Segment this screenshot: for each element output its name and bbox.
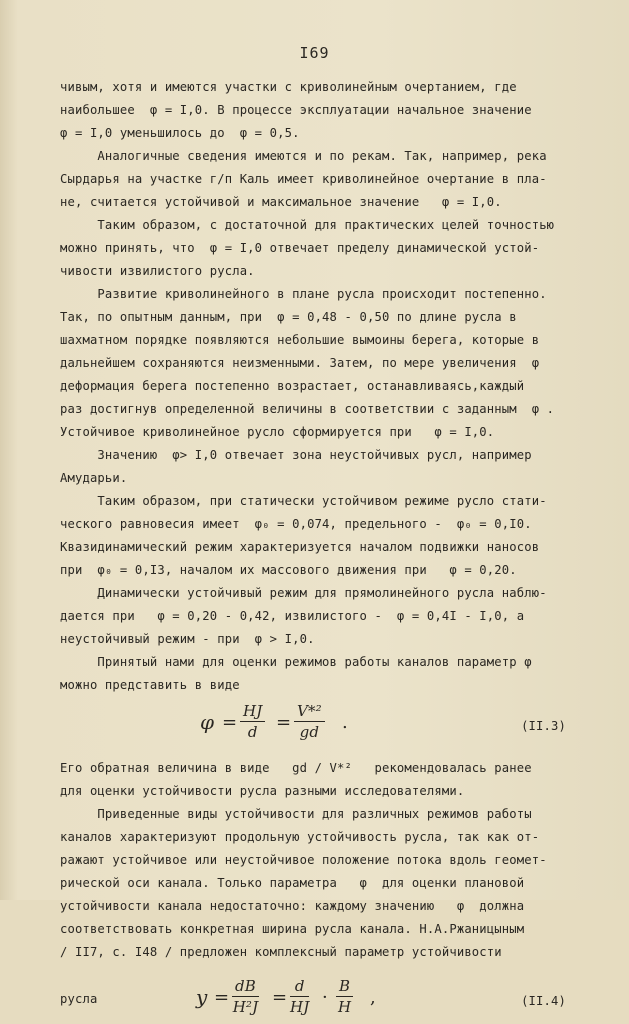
text-line: чивости извилистого русла. xyxy=(60,264,255,278)
fraction-denominator: d xyxy=(247,723,258,741)
multiplication-dot: · xyxy=(322,987,328,1008)
formula-label: русла xyxy=(60,992,98,1006)
text-line: дается при φ = 0,20 - 0,42, извилистого - φ = 0,4I - I,0, а xyxy=(60,609,525,623)
text-line: Так, по опытным данным, при φ = 0,48 - 0,50 по длине русла в xyxy=(60,310,517,324)
fraction-numerator: d xyxy=(290,976,309,997)
fraction-d-hj xyxy=(290,976,309,1017)
text-line: раз достигнув определенной величины в соответствии с заданным φ . xyxy=(60,402,555,416)
text-line: Принятый нами для оценки режимов работы каналов параметр φ xyxy=(60,655,532,669)
text-line: ческого равновесия имеет φ₀ = 0,074, предельного - φ₀ = 0,I0. xyxy=(60,517,532,531)
text-line: / II7, с. I48 / предложен комплексный параметр устойчивости xyxy=(60,945,502,959)
equals-sign: = xyxy=(272,987,288,1008)
body-text xyxy=(60,76,580,1024)
text-line: наибольшее φ = I,0. В процессе эксплуатации начальное значение xyxy=(60,103,532,117)
text-line: деформация берега постепенно возрастает, останавливаясь,каждый xyxy=(60,379,525,393)
text-line: Динамически устойчивый режим для прямолинейного русла наблю- xyxy=(60,586,547,600)
text-line: можно принять, что φ = I,0 отвечает пределу динамической устой- xyxy=(60,241,540,255)
text-line: φ = I,0 уменьшилось до φ = 0,5. xyxy=(60,126,300,140)
text-line: ражают устойчивое или неустойчивое положение потока вдоль геомет- xyxy=(60,853,547,867)
formula-II-3 xyxy=(60,699,580,751)
text-line: неустойчивый режим - при φ > I,0. xyxy=(60,632,315,646)
paragraph-block-2 xyxy=(60,757,580,964)
fraction-numerator: HJ xyxy=(240,701,265,722)
formula-lhs: φ xyxy=(200,710,215,734)
fraction-denominator: gd xyxy=(299,723,320,741)
text-line: Значению φ> I,0 отвечает зона неустойчивых русл, например xyxy=(60,448,532,462)
text-line: Развитие криволинейного в плане русла происходит постепенно. xyxy=(60,287,547,301)
text-line: Его обратная величина в виде gd / V*² рекомендовалась ранее xyxy=(60,761,532,775)
fraction-hj-d xyxy=(240,701,265,742)
formula-II-4 xyxy=(60,978,580,1024)
text-line: Приведенные виды устойчивости для различных режимов работы xyxy=(60,807,532,821)
equals-sign: = xyxy=(222,712,238,733)
text-line: дальнейшем сохраняются неизменными. Затем, по мере увеличения φ xyxy=(60,356,540,370)
formula-lhs: y xyxy=(196,985,208,1009)
equation-number: (II.3) xyxy=(521,719,566,733)
text-line: устойчивости канала недостаточно: каждому значению φ должна xyxy=(60,899,525,913)
paragraph-block-1 xyxy=(60,76,580,697)
text-line: Квазидинамический режим характеризуется началом подвижки наносов xyxy=(60,540,540,554)
fraction-denominator: H²J xyxy=(232,998,259,1016)
equals-sign: = xyxy=(276,712,292,733)
page-number: I69 xyxy=(299,44,330,62)
text-line: Устойчивое криволинейное русло сформируется при φ = I,0. xyxy=(60,425,495,439)
fraction-denominator: HJ xyxy=(290,998,310,1016)
text-line: шахматном порядке появляются небольшие вымоины берега, которые в xyxy=(60,333,540,347)
fraction-denominator: H xyxy=(337,998,352,1016)
fraction-v-gd xyxy=(294,701,325,742)
text-line: Сырдарья на участке г/п Каль имеет криволинейное очертание в пла- xyxy=(60,172,547,186)
equals-sign: = xyxy=(214,987,230,1008)
fraction-numerator: V*² xyxy=(294,701,325,722)
text-line: рической оси канала. Только параметра φ для оценки плановой xyxy=(60,876,525,890)
equation-number: (II.4) xyxy=(521,994,566,1008)
text-line: каналов характеризуют продольную устойчивость русла, так как от- xyxy=(60,830,540,844)
fraction-numerator: B xyxy=(336,976,353,997)
text-line: Аналогичные сведения имеются и по рекам. Так, например, река xyxy=(60,149,547,163)
formula-tail: . xyxy=(342,712,348,733)
text-line: Таким образом, с достаточной для практических целей точностью xyxy=(60,218,555,232)
text-line: для оценки устойчивости русла разными исследователями. xyxy=(60,784,465,798)
text-line: Амударьи. xyxy=(60,471,128,485)
text-line: можно представить в виде xyxy=(60,678,240,692)
text-line: чивым, хотя и имеются участки с криволинейным очертанием, где xyxy=(60,80,517,94)
formula-tail: , xyxy=(370,987,376,1008)
text-line: Таким образом, при статически устойчивом режиме русло стати- xyxy=(60,494,547,508)
fraction-db-h2j xyxy=(232,976,259,1017)
text-line: не, считается устойчивой и максимальное значение φ = I,0. xyxy=(60,195,502,209)
text-line: соответствовать конкретная ширина русла канала. Н.А.Ржаницыным xyxy=(60,922,525,936)
text-line: при φ₀ = 0,I3, началом их массового движения при φ = 0,20. xyxy=(60,563,517,577)
fraction-b-h xyxy=(336,976,353,1017)
fraction-numerator: dB xyxy=(232,976,259,997)
